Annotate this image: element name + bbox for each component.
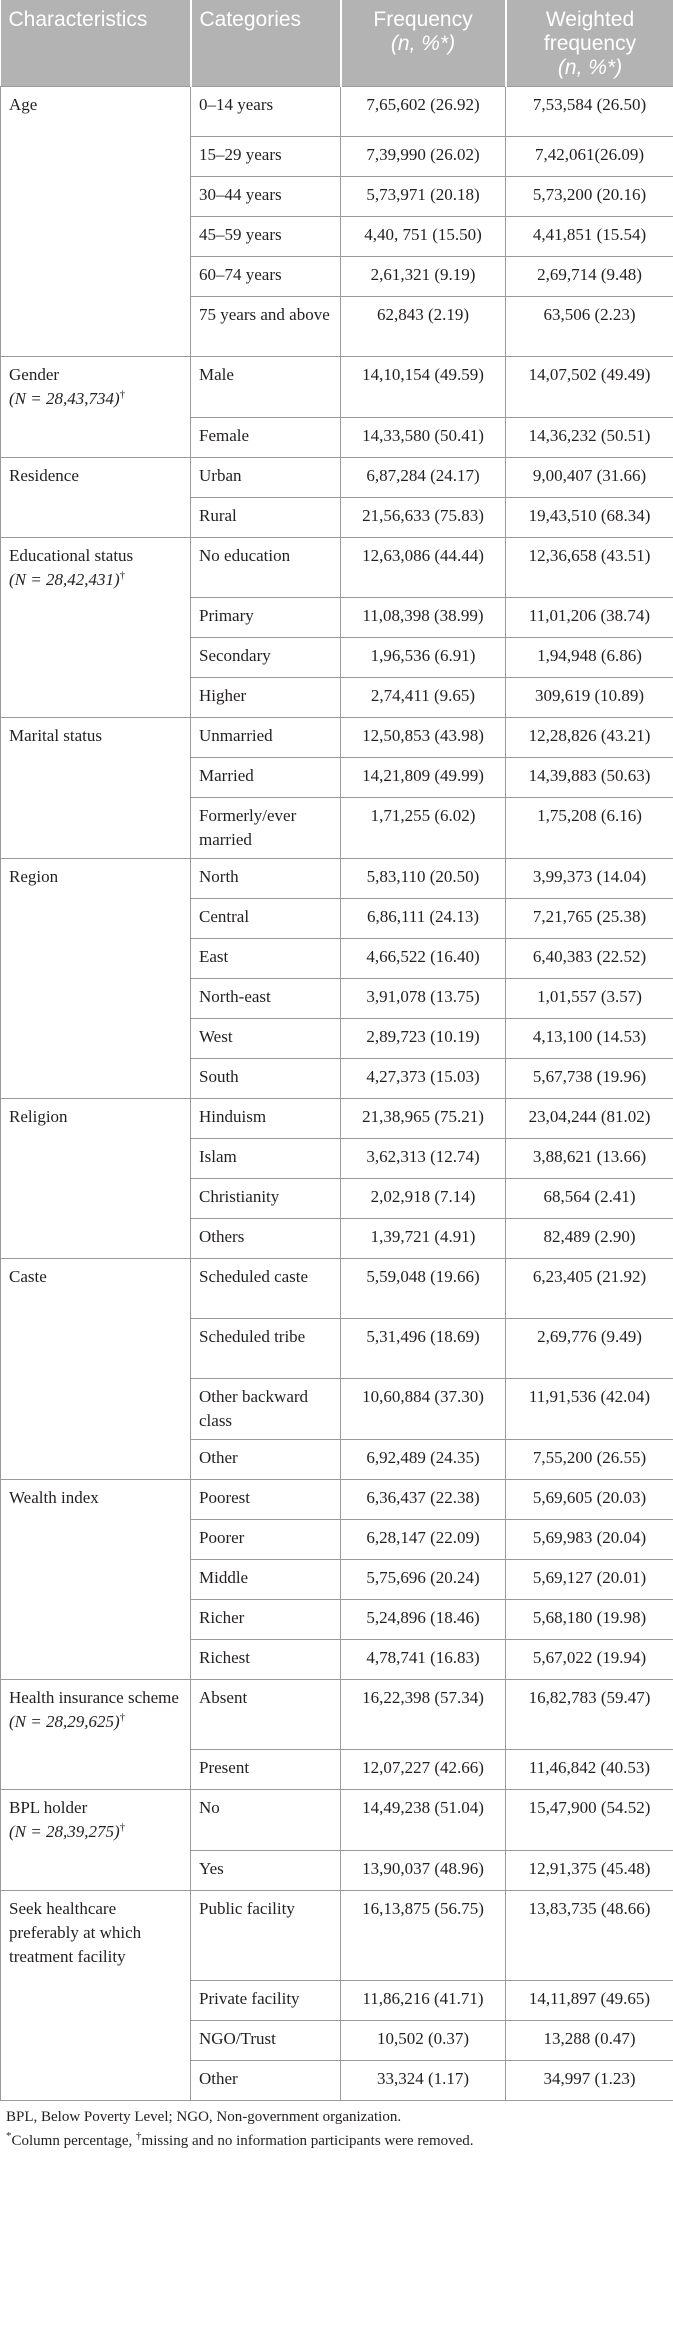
table-row <box>1 1099 673 1139</box>
characteristic-empty <box>1 497 191 537</box>
characteristic-bpl: BPL holder (N = 28,39,275)† <box>1 1790 191 1851</box>
weighted-frequency-cell: 6,40,383 (22.52) <box>506 939 673 979</box>
frequency-cell: 6,36,437 (22.38) <box>341 1480 506 1520</box>
weighted-frequency-cell: 19,43,510 (68.34) <box>506 497 673 537</box>
frequency-cell: 1,96,536 (6.91) <box>341 638 506 678</box>
table-row <box>1 537 673 598</box>
category-cell: Unmarried <box>191 718 341 758</box>
weighted-frequency-cell: 4,41,851 (15.54) <box>506 217 673 257</box>
frequency-cell: 6,86,111 (24.13) <box>341 899 506 939</box>
characteristic-empty <box>1 1440 191 1480</box>
table-header-row <box>1 0 673 87</box>
weighted-frequency-cell: 1,94,948 (6.86) <box>506 638 673 678</box>
characteristic-insurance: Health insurance scheme (N = 28,29,625)† <box>1 1680 191 1750</box>
characteristic-empty <box>1 899 191 939</box>
frequency-cell: 6,87,284 (24.17) <box>341 457 506 497</box>
category-cell: Richest <box>191 1640 341 1680</box>
table-row <box>1 979 673 1019</box>
category-cell: Middle <box>191 1560 341 1600</box>
frequency-cell: 2,74,411 (9.65) <box>341 678 506 718</box>
table-row <box>1 137 673 177</box>
header-characteristics: Characteristics <box>1 0 191 87</box>
frequency-cell: 5,24,896 (18.46) <box>341 1600 506 1640</box>
table-row <box>1 1059 673 1099</box>
frequency-cell: 1,39,721 (4.91) <box>341 1219 506 1259</box>
weighted-frequency-cell: 34,997 (1.23) <box>506 2060 673 2100</box>
frequency-cell: 62,843 (2.19) <box>341 297 506 357</box>
characteristic-empty <box>1 1850 191 1890</box>
characteristic-empty <box>1 1059 191 1099</box>
weighted-frequency-cell: 14,07,502 (49.49) <box>506 357 673 418</box>
weighted-frequency-cell: 9,00,407 (31.66) <box>506 457 673 497</box>
category-cell: Other <box>191 1440 341 1480</box>
percentage-note: *Column percentage, †missing and no information participants were removed. <box>6 2129 474 2149</box>
characteristic-empty <box>1 1139 191 1179</box>
frequency-cell: 5,73,971 (20.18) <box>341 177 506 217</box>
category-cell: Other <box>191 2060 341 2100</box>
frequency-cell: 10,502 (0.37) <box>341 2020 506 2060</box>
table-row <box>1 357 673 418</box>
table-row <box>1 1560 673 1600</box>
weighted-frequency-cell: 7,53,584 (26.50) <box>506 87 673 137</box>
characteristic-healthcare: Seek healthcare preferably at which treatment facility <box>1 1890 191 1980</box>
frequency-cell: 4,27,373 (15.03) <box>341 1059 506 1099</box>
frequency-cell: 5,75,696 (20.24) <box>341 1560 506 1600</box>
category-cell: Married <box>191 758 341 798</box>
weighted-frequency-cell: 5,67,022 (19.94) <box>506 1640 673 1680</box>
table-row <box>1 1259 673 1319</box>
characteristic-wealth: Wealth index <box>1 1480 191 1520</box>
characteristic-empty <box>1 2020 191 2060</box>
frequency-cell: 6,28,147 (22.09) <box>341 1520 506 1560</box>
table-row <box>1 457 673 497</box>
characteristic-religion: Religion <box>1 1099 191 1139</box>
category-cell: NGO/Trust <box>191 2020 341 2060</box>
characteristic-caste: Caste <box>1 1259 191 1319</box>
characteristic-gender: Gender (N = 28,43,734)† <box>1 357 191 418</box>
frequency-cell: 4,66,522 (16.40) <box>341 939 506 979</box>
category-cell: West <box>191 1019 341 1059</box>
frequency-cell: 21,38,965 (75.21) <box>341 1099 506 1139</box>
weighted-frequency-cell: 14,11,897 (49.65) <box>506 1980 673 2020</box>
category-cell: 0–14 years <box>191 87 341 137</box>
weighted-frequency-cell: 12,91,375 (45.48) <box>506 1850 673 1890</box>
table-row <box>1 1640 673 1680</box>
weighted-frequency-cell: 4,13,100 (14.53) <box>506 1019 673 1059</box>
weighted-frequency-cell: 7,21,765 (25.38) <box>506 899 673 939</box>
frequency-cell: 4,40, 751 (15.50) <box>341 217 506 257</box>
category-cell: Christianity <box>191 1179 341 1219</box>
weighted-frequency-cell: 5,67,738 (19.96) <box>506 1059 673 1099</box>
weighted-frequency-cell: 1,01,557 (3.57) <box>506 979 673 1019</box>
frequency-cell: 1,71,255 (6.02) <box>341 798 506 859</box>
table-row <box>1 297 673 357</box>
table-row <box>1 859 673 899</box>
frequency-cell: 33,324 (1.17) <box>341 2060 506 2100</box>
category-cell: North-east <box>191 979 341 1019</box>
category-cell: Present <box>191 1750 341 1790</box>
category-cell: Public facility <box>191 1890 341 1980</box>
characteristic-empty <box>1 1600 191 1640</box>
characteristic-education: Educational status (N = 28,42,431)† <box>1 537 191 598</box>
frequency-cell: 13,90,037 (48.96) <box>341 1850 506 1890</box>
frequency-cell: 14,21,809 (49.99) <box>341 758 506 798</box>
frequency-cell: 16,13,875 (56.75) <box>341 1890 506 1980</box>
category-cell: 15–29 years <box>191 137 341 177</box>
weighted-frequency-cell: 5,69,605 (20.03) <box>506 1480 673 1520</box>
characteristic-empty <box>1 177 191 217</box>
characteristic-empty <box>1 678 191 718</box>
frequency-cell: 3,62,313 (12.74) <box>341 1139 506 1179</box>
characteristic-empty <box>1 137 191 177</box>
weighted-frequency-cell: 15,47,900 (54.52) <box>506 1790 673 1851</box>
weighted-frequency-cell: 2,69,714 (9.48) <box>506 257 673 297</box>
weighted-frequency-cell: 82,489 (2.90) <box>506 1219 673 1259</box>
characteristic-region: Region <box>1 859 191 899</box>
characteristic-empty <box>1 1179 191 1219</box>
category-cell: Poorer <box>191 1520 341 1560</box>
weighted-frequency-cell: 13,83,735 (48.66) <box>506 1890 673 1980</box>
frequency-cell: 14,10,154 (49.59) <box>341 357 506 418</box>
category-cell: 45–59 years <box>191 217 341 257</box>
category-cell: East <box>191 939 341 979</box>
header-categories: Categories <box>191 0 341 87</box>
table-row <box>1 1319 673 1379</box>
category-cell: Yes <box>191 1850 341 1890</box>
characteristic-empty <box>1 1379 191 1440</box>
category-cell: Scheduled caste <box>191 1259 341 1319</box>
category-cell: Richer <box>191 1600 341 1640</box>
category-cell: Poorest <box>191 1480 341 1520</box>
table-row <box>1 2020 673 2060</box>
table-row <box>1 758 673 798</box>
category-cell: Other backward class <box>191 1379 341 1440</box>
table-row <box>1 1480 673 1520</box>
category-cell: Male <box>191 357 341 418</box>
frequency-cell: 7,39,990 (26.02) <box>341 137 506 177</box>
table-footnotes <box>0 2101 673 2151</box>
table-row <box>1 177 673 217</box>
frequency-cell: 7,65,602 (26.92) <box>341 87 506 137</box>
table-row <box>1 718 673 758</box>
table-row <box>1 1790 673 1851</box>
table-row <box>1 1520 673 1560</box>
characteristic-age: Age <box>1 87 191 137</box>
category-cell: South <box>191 1059 341 1099</box>
category-cell: Private facility <box>191 1980 341 2020</box>
frequency-cell: 10,60,884 (37.30) <box>341 1379 506 1440</box>
characteristic-empty <box>1 1319 191 1379</box>
frequency-cell: 21,56,633 (75.83) <box>341 497 506 537</box>
characteristic-empty <box>1 417 191 457</box>
weighted-frequency-cell: 23,04,244 (81.02) <box>506 1099 673 1139</box>
table-row <box>1 87 673 137</box>
characteristic-empty <box>1 1520 191 1560</box>
weighted-frequency-cell: 5,73,200 (20.16) <box>506 177 673 217</box>
table-row <box>1 217 673 257</box>
category-cell: Primary <box>191 598 341 638</box>
weighted-frequency-cell: 16,82,783 (59.47) <box>506 1680 673 1750</box>
characteristic-empty <box>1 1560 191 1600</box>
characteristic-marital: Marital status <box>1 718 191 758</box>
category-cell: Others <box>191 1219 341 1259</box>
category-cell: Central <box>191 899 341 939</box>
table-row <box>1 497 673 537</box>
frequency-cell: 16,22,398 (57.34) <box>341 1680 506 1750</box>
characteristic-empty <box>1 638 191 678</box>
weighted-frequency-cell: 2,69,776 (9.49) <box>506 1319 673 1379</box>
frequency-cell: 6,92,489 (24.35) <box>341 1440 506 1480</box>
characteristic-empty <box>1 1750 191 1790</box>
category-cell: Secondary <box>191 638 341 678</box>
table-row <box>1 798 673 859</box>
weighted-frequency-cell: 5,68,180 (19.98) <box>506 1600 673 1640</box>
table-row <box>1 1179 673 1219</box>
frequency-cell: 14,33,580 (50.41) <box>341 417 506 457</box>
characteristic-empty <box>1 1980 191 2020</box>
table-row <box>1 1680 673 1750</box>
frequency-cell: 5,31,496 (18.69) <box>341 1319 506 1379</box>
header-frequency: Frequency (n, %*) <box>341 0 506 87</box>
characteristic-residence: Residence <box>1 457 191 497</box>
table-row <box>1 1019 673 1059</box>
table-row <box>1 257 673 297</box>
table-row <box>1 1980 673 2020</box>
abbreviations-note: BPL, Below Poverty Level; NGO, Non-government organization. <box>6 2108 402 2125</box>
frequency-cell: 12,07,227 (42.66) <box>341 1750 506 1790</box>
table-row <box>1 678 673 718</box>
frequency-cell: 2,02,918 (7.14) <box>341 1179 506 1219</box>
category-cell: Islam <box>191 1139 341 1179</box>
characteristic-empty <box>1 217 191 257</box>
characteristic-empty <box>1 297 191 357</box>
table-row <box>1 939 673 979</box>
table-row <box>1 1850 673 1890</box>
weighted-frequency-cell: 13,288 (0.47) <box>506 2020 673 2060</box>
frequency-cell: 12,50,853 (43.98) <box>341 718 506 758</box>
category-cell: Hinduism <box>191 1099 341 1139</box>
characteristic-empty <box>1 1019 191 1059</box>
weighted-frequency-cell: 14,39,883 (50.63) <box>506 758 673 798</box>
characteristic-empty <box>1 257 191 297</box>
table-row <box>1 417 673 457</box>
characteristic-empty <box>1 979 191 1019</box>
table-row <box>1 1600 673 1640</box>
frequency-cell: 12,63,086 (44.44) <box>341 537 506 598</box>
category-cell: North <box>191 859 341 899</box>
category-cell: No education <box>191 537 341 598</box>
category-cell: 30–44 years <box>191 177 341 217</box>
table-row <box>1 1139 673 1179</box>
frequency-cell: 5,83,110 (20.50) <box>341 859 506 899</box>
weighted-frequency-cell: 14,36,232 (50.51) <box>506 417 673 457</box>
weighted-frequency-cell: 11,46,842 (40.53) <box>506 1750 673 1790</box>
frequency-cell: 11,08,398 (38.99) <box>341 598 506 638</box>
weighted-frequency-cell: 7,42,061(26.09) <box>506 137 673 177</box>
weighted-frequency-cell: 5,69,127 (20.01) <box>506 1560 673 1600</box>
characteristic-empty <box>1 939 191 979</box>
weighted-frequency-cell: 3,99,373 (14.04) <box>506 859 673 899</box>
weighted-frequency-cell: 12,36,658 (43.51) <box>506 537 673 598</box>
table-row <box>1 899 673 939</box>
category-cell: Higher <box>191 678 341 718</box>
characteristic-empty <box>1 1640 191 1680</box>
category-cell: Urban <box>191 457 341 497</box>
weighted-frequency-cell: 6,23,405 (21.92) <box>506 1259 673 1319</box>
frequency-cell: 5,59,048 (19.66) <box>341 1259 506 1319</box>
category-cell: 60–74 years <box>191 257 341 297</box>
category-cell: Female <box>191 417 341 457</box>
table-row <box>1 1890 673 1980</box>
weighted-frequency-cell: 5,69,983 (20.04) <box>506 1520 673 1560</box>
characteristic-empty <box>1 598 191 638</box>
weighted-frequency-cell: 3,88,621 (13.66) <box>506 1139 673 1179</box>
category-cell: No <box>191 1790 341 1851</box>
table-row <box>1 1750 673 1790</box>
weighted-frequency-cell: 1,75,208 (6.16) <box>506 798 673 859</box>
table-row <box>1 1379 673 1440</box>
frequency-cell: 3,91,078 (13.75) <box>341 979 506 1019</box>
category-cell: Absent <box>191 1680 341 1750</box>
characteristic-empty <box>1 758 191 798</box>
category-cell: Rural <box>191 497 341 537</box>
weighted-frequency-cell: 68,564 (2.41) <box>506 1179 673 1219</box>
frequency-cell: 2,89,723 (10.19) <box>341 1019 506 1059</box>
characteristic-empty <box>1 2060 191 2100</box>
table-row <box>1 1219 673 1259</box>
header-weighted-frequency: Weighted frequency (n, %*) <box>506 0 673 87</box>
weighted-frequency-cell: 7,55,200 (26.55) <box>506 1440 673 1480</box>
category-cell: 75 years and above <box>191 297 341 357</box>
characteristic-empty <box>1 1219 191 1259</box>
characteristic-empty <box>1 798 191 859</box>
table-row <box>1 1440 673 1480</box>
weighted-frequency-cell: 11,91,536 (42.04) <box>506 1379 673 1440</box>
weighted-frequency-cell: 12,28,826 (43.21) <box>506 718 673 758</box>
table-row <box>1 598 673 638</box>
table-row <box>1 2060 673 2100</box>
weighted-frequency-cell: 63,506 (2.23) <box>506 297 673 357</box>
frequency-cell: 11,86,216 (41.71) <box>341 1980 506 2020</box>
frequency-cell: 2,61,321 (9.19) <box>341 257 506 297</box>
frequency-cell: 4,78,741 (16.83) <box>341 1640 506 1680</box>
table-row <box>1 638 673 678</box>
weighted-frequency-cell: 11,01,206 (38.74) <box>506 598 673 638</box>
weighted-frequency-cell: 309,619 (10.89) <box>506 678 673 718</box>
category-cell: Formerly/ever married <box>191 798 341 859</box>
category-cell: Scheduled tribe <box>191 1319 341 1379</box>
frequency-cell: 14,49,238 (51.04) <box>341 1790 506 1851</box>
